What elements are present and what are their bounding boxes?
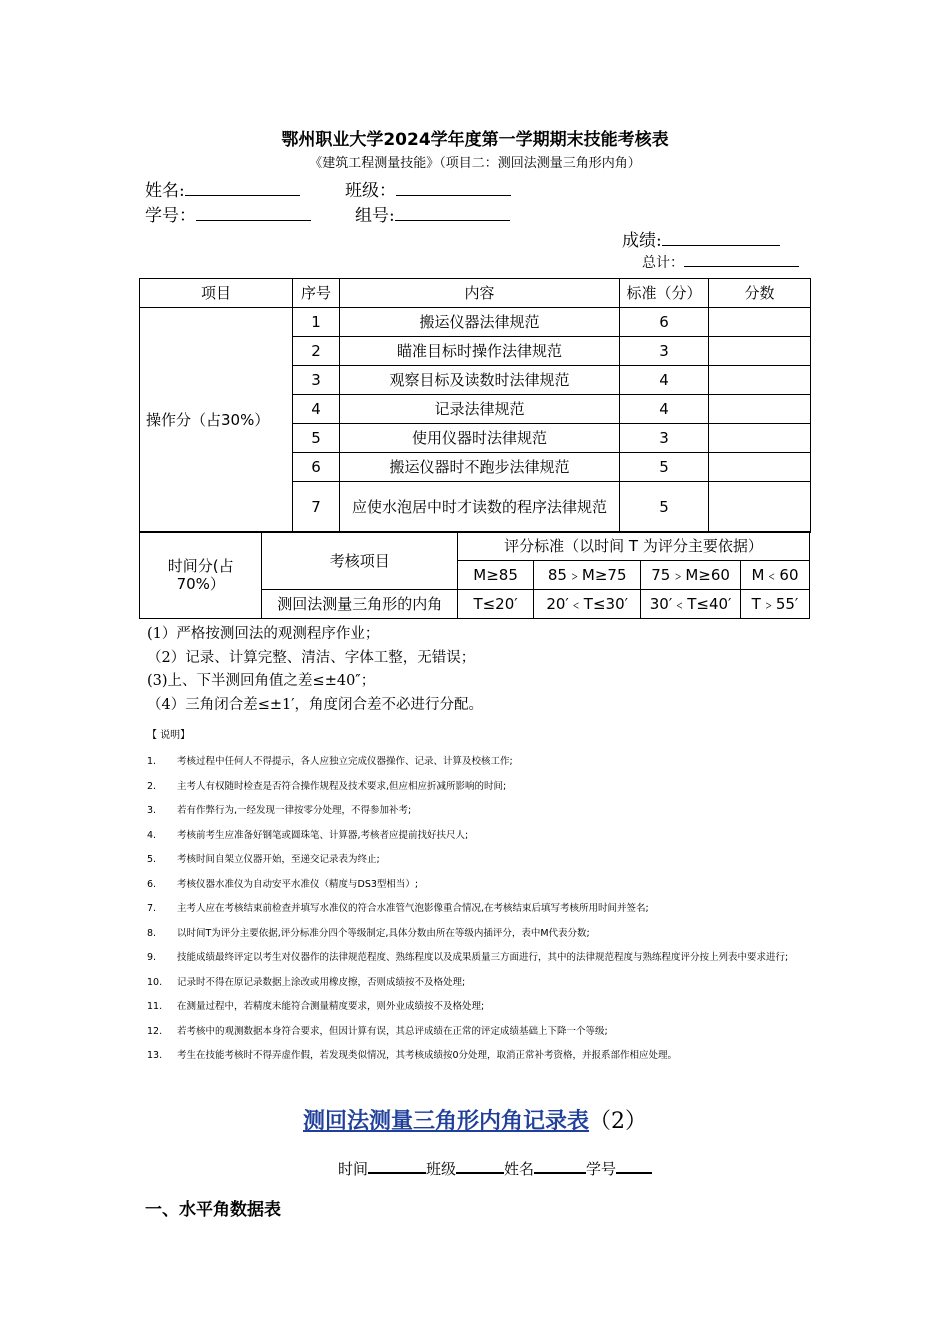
row-no: 5 [293,424,340,453]
row-score-cell[interactable] [709,482,811,533]
class-blank[interactable] [396,181,511,196]
col-header-standard: 标准（分） [620,279,709,308]
note-item: 10. 记录时不得在原记录数据上涂改或用橡皮擦，否则成绩按不及格处理; [147,976,466,988]
operation-label: 操作分（占30%） [140,308,293,533]
note-item: 4. 考核前考生应准备好钢笔或圆珠笔、计算器,考核者应提前找好扶尺人; [147,829,469,841]
note-item: 7. 主考人应在考核结束前检查并填写水准仪的符合水准管气泡影像重合情况,在考核结束后填写考核所用时间并签名; [147,903,649,914]
notes-heading: 【 说明】 [147,730,191,741]
time-cell: 30′﹤T≤40′ [641,590,741,619]
group-blank[interactable] [395,206,510,221]
class-label: 班级： [345,181,396,201]
note-item: 5. 考核时间自架立仪器开始，至递交记录表为终止; [147,854,380,865]
col-header-content: 内容 [340,279,620,308]
table-row [140,308,811,337]
row-score-cell[interactable] [709,366,811,395]
row-score-cell[interactable] [709,453,811,482]
name-label: 姓名: [145,181,185,201]
group-label: 组号: [355,206,395,226]
criteria-header-row [140,532,810,561]
note-item: 13. 考生在技能考核时不得弄虚作假，若发现类似情况，其考核成绩按0分处理，取消正常补考资格，并报系部作相应处理。 [147,1050,678,1061]
notes-list [147,750,817,1069]
class-field [345,176,511,201]
note-item: 2. 主考人有权随时检查是否符合操作规程及技术要求,但应相应折减所影响的时间; [147,780,507,792]
record-title [0,1104,950,1135]
col-header-score: 分数 [709,279,811,308]
row-no: 3 [293,366,340,395]
time-score-table [139,531,810,619]
row-no: 7 [293,482,340,533]
record-title-suffix: （2） [589,1109,647,1134]
page-title: 鄂州职业大学2024学年度第一学期期末技能考核表 [281,130,669,150]
row-standard: 4 [620,366,709,395]
row-content: 记录法律规范 [340,395,620,424]
time-label: 时间 [337,1160,368,1178]
row-content: 搬运仪器时不跑步法律规范 [340,453,620,482]
row-standard: 3 [620,337,709,366]
name-label: 姓名 [504,1160,535,1178]
row-score-cell[interactable] [709,424,811,453]
row-content: 搬运仪器法律规范 [340,308,620,337]
note-item: 12. 若考核中的观测数据本身符合要求，但因计算有误，其总评成绩在正常的评定成绩基础上下降一个等级; [147,1025,608,1037]
total-blank[interactable] [684,252,799,267]
col-header-no: 序号 [293,279,340,308]
name-blank[interactable] [534,1158,586,1174]
row-no: 6 [293,453,340,482]
student-id-label: 学号： [145,206,196,226]
name-field [145,176,300,201]
row-standard: 6 [620,308,709,337]
record-title-link[interactable]: 测回法测量三角形内角记录表 [302,1109,589,1134]
row-standard: 4 [620,395,709,424]
rule-item: （4）三角闭合差≤±1′，角度闭合差不必进行分配。 [147,696,484,713]
grade-cell: 85﹥M≥75 [534,561,641,590]
total-field [642,252,799,272]
row-score-cell[interactable] [709,308,811,337]
student-id-field [145,201,311,226]
note-item: 8. 以时间T为评分主要依据,评分标准分四个等级制定,具体分数由所在等级内插评分，表中M代表分数; [147,927,590,939]
grade-field [622,226,780,251]
row-score-cell[interactable] [709,395,811,424]
row-content: 使用仪器时法律规范 [340,424,620,453]
page-subtitle: 《建筑工程测量技能》（项目二：测回法测量三角形内角） [309,156,641,171]
section-heading: 一、水平角数据表 [145,1200,281,1220]
rule-item: (1）严格按测回法的观测程序作业； [147,626,380,642]
row-standard: 5 [620,482,709,533]
row-no: 4 [293,395,340,424]
row-no: 1 [293,308,340,337]
class-blank[interactable] [456,1158,504,1174]
class-label: 班级 [425,1160,456,1178]
note-item: 9. 技能成绩最终评定以考生对仪器作的法律规范程度、熟练程度以及成果质量三方面进行，其中的法律规范程度与熟练程度评分按上列表中要求进行; [147,952,789,963]
row-standard: 5 [620,453,709,482]
row-content: 瞄准目标时操作法律规范 [340,337,620,366]
total-label: 总计： [642,255,684,271]
grade-cell: 75﹥M≥60 [641,561,741,590]
record-info-line [0,1158,950,1179]
time-cell: T﹥55′ [741,590,810,619]
row-content: 观察目标及读数时法律规范 [340,366,620,395]
note-item: 11. 在测量过程中，若精度未能符合测量精度要求，则外业成绩按不及格处理; [147,1001,485,1012]
operation-score-table [139,278,811,533]
student-id-blank[interactable] [196,206,311,221]
note-item: 1. 考核过程中任何人不得提示，各人应独立完成仪器操作、记录、计算及校核工作; [147,756,513,767]
id-blank[interactable] [616,1158,652,1174]
time-cell: 20′﹤T≤30′ [534,590,641,619]
grade-blank[interactable] [662,231,780,246]
time-blank[interactable] [368,1158,426,1174]
name-blank[interactable] [185,181,300,196]
rule-item: (3)上、下半测回角值之差≤±40″； [147,673,376,689]
row-no: 2 [293,337,340,366]
grade-label: 成绩: [622,231,662,251]
group-field [355,201,510,226]
note-item: 6. 考核仪器水准仪为自动安平水准仪（精度与DS3型相当）; [147,878,419,890]
time-cell: T≤20′ [458,590,534,619]
criteria-label: 评分标准（以时间 T 为评分主要依据） [458,532,810,561]
exam-item-label: 考核项目 [262,532,458,590]
col-header-item: 项目 [140,279,293,308]
row-score-cell[interactable] [709,337,811,366]
task-cell: 测回法测量三角形的内角 [262,590,458,619]
id-label: 学号 [586,1160,617,1178]
time-label: 时间分(占70%） [140,532,262,619]
row-content: 应使水泡居中时才读数的程序法律规范 [340,482,620,533]
table-header-row [140,279,811,308]
note-item: 3. 若有作弊行为,一经发现一律按零分处理，不得参加补考; [147,805,412,816]
grade-cell: M≥85 [458,561,534,590]
grade-cell: M﹤60 [741,561,810,590]
rules-list [147,623,483,717]
rule-item: （2）记录、计算完整、清洁、字体工整，无错误； [147,649,476,666]
row-standard: 3 [620,424,709,453]
